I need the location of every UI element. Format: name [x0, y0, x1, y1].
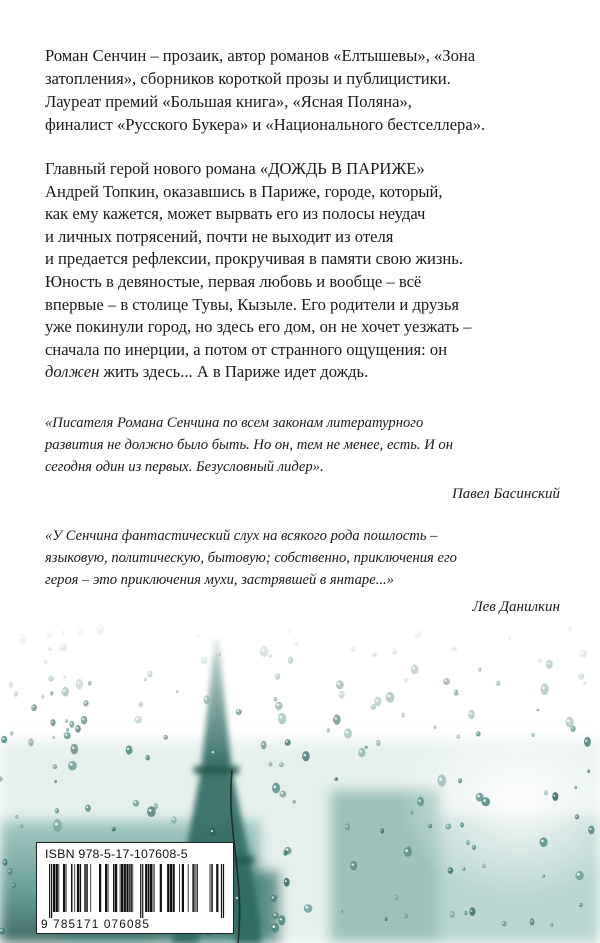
bio-line: финалист «Русского Букера» и «Национального бестселлера».: [45, 115, 486, 134]
quote-author: Павел Басинский: [451, 486, 560, 502]
summary-line: Главный герой нового романа «ДОЖДЬ В ПАРИЖЕ»: [45, 159, 425, 178]
summary-line: Юность в девяностые, первая любовь и вообще – всё: [45, 271, 422, 291]
quote-line: языковую, политическую, бытовую; собственно, приключения его: [45, 550, 457, 566]
summary-line: впервые – в столице Тувы, Кызыле. Его родители и друзья: [45, 294, 460, 314]
isbn-label: ISBN 978-5-17-107608-5: [45, 847, 188, 861]
bio-line: затопления», сборников короткой прозы и публицистики.: [45, 69, 451, 88]
bio-line: Лауреат премий «Большая книга», «Ясная Поляна»,: [45, 92, 412, 111]
summary-line: как ему кажется, может вырвать его из полосы неудач: [45, 204, 426, 224]
quote-author: Лев Данилкин: [472, 599, 560, 615]
book-summary: [45, 158, 565, 384]
author-bio: [45, 44, 565, 136]
summary-line: и личных потрясений, почти не выходит из отеля: [45, 226, 394, 246]
barcode-icon: [43, 864, 229, 918]
review-quote: [45, 412, 565, 478]
quote-line: «У Сенчина фантастический слух на всякого рода пошлость –: [45, 528, 438, 544]
quote-line: сегодня один из первых. Безусловный лидер».: [45, 459, 324, 475]
summary-line: жить здесь... А в Париже идет дождь.: [99, 362, 369, 382]
summary-line: сначала по инерции, а потом от странного ощущения: он: [45, 339, 448, 359]
quote-line: развития не должно было быть. Но он, тем не менее, есть. И он: [45, 437, 453, 453]
summary-emphasis: должен: [45, 362, 100, 382]
summary-line: уже покинули город, но здесь его дом, он не хочет уезжать –: [45, 317, 472, 337]
summary-line: и предается рефлексии, прокручивая в памяти свою жизнь.: [45, 249, 464, 269]
barcode-digits: 9 785171 076085: [41, 917, 151, 931]
isbn-barcode-box: [36, 842, 234, 934]
bio-line: Роман Сенчин – прозаик, автор романов «Елтышевы», «Зона: [45, 46, 476, 65]
quote-line: героя – это приключения мухи, застрявшей в янтаре...»: [45, 572, 394, 588]
review-quote: [45, 525, 565, 591]
summary-line: Андрей Топкин, оказавшись в Париже, городе, который,: [45, 181, 443, 201]
quote-line: «Писателя Романа Сенчина по всем законам литературного: [45, 415, 424, 431]
